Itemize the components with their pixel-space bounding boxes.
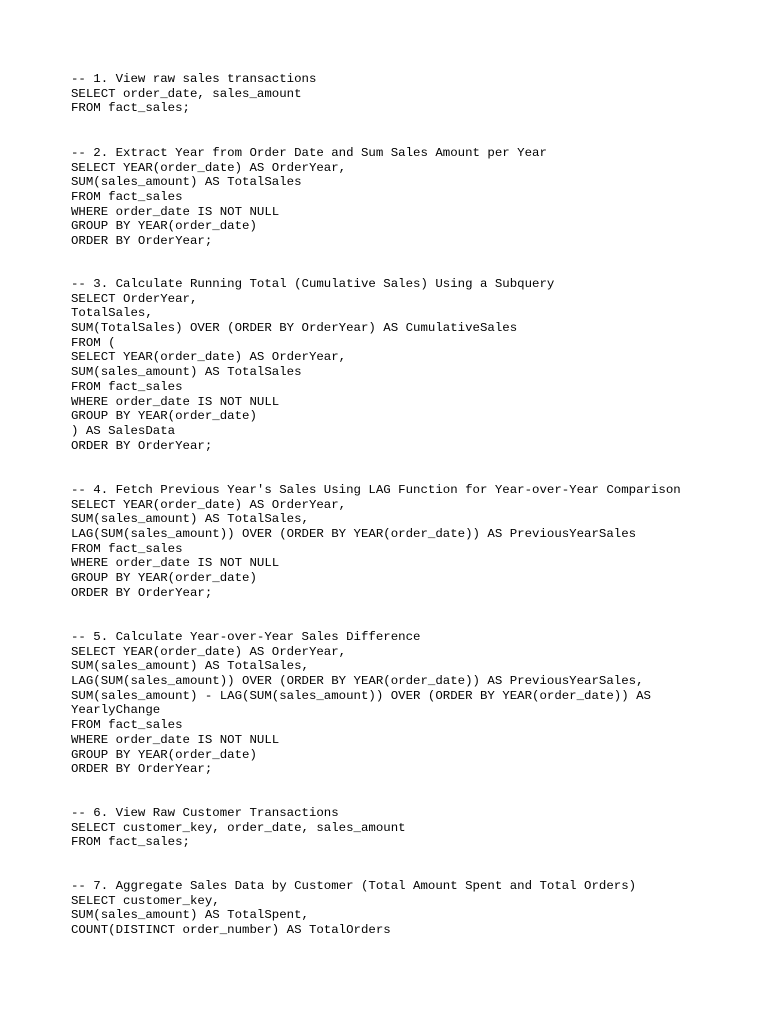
sql-line: FROM fact_sales; xyxy=(71,101,190,116)
sql-line: WHERE order_date IS NOT NULL xyxy=(71,204,280,219)
sql-line: ORDER BY OrderYear; xyxy=(71,762,213,777)
sql-block-1 xyxy=(71,72,316,116)
sql-line: GROUP BY YEAR(order_date) xyxy=(71,219,257,234)
sql-block-3 xyxy=(71,277,554,453)
sql-comment: -- 2. Extract Year from Order Date and Sum Sales Amount per Year xyxy=(71,146,547,160)
sql-line: SELECT YEAR(order_date) AS OrderYear, xyxy=(71,160,347,175)
sql-line: LAG(SUM(sales_amount)) OVER (ORDER BY YEAR(order_date)) AS PreviousYearSales, xyxy=(71,674,644,689)
sql-line: SUM(sales_amount) AS TotalSpent, xyxy=(71,908,309,923)
sql-comment: -- 7. Aggregate Sales Data by Customer (Total Amount Spent and Total Orders) xyxy=(71,879,637,893)
sql-line: GROUP BY YEAR(order_date) xyxy=(71,747,257,762)
sql-line: FROM ( xyxy=(71,335,116,350)
sql-line: SELECT YEAR(order_date) AS OrderYear, xyxy=(71,497,347,512)
sql-line: ORDER BY OrderYear; xyxy=(71,585,213,600)
sql-line: GROUP BY YEAR(order_date) xyxy=(71,409,257,424)
sql-line: SELECT customer_key, xyxy=(71,893,220,908)
sql-line: ORDER BY OrderYear; xyxy=(71,234,213,249)
sql-line: YearlyChange xyxy=(71,703,161,718)
sql-line: SELECT YEAR(order_date) AS OrderYear, xyxy=(71,644,347,659)
sql-comment: -- 3. Calculate Running Total (Cumulative Sales) Using a Subquery xyxy=(71,277,555,291)
sql-line: FROM fact_sales xyxy=(71,379,183,394)
sql-block-4 xyxy=(71,483,681,601)
sql-line: FROM fact_sales xyxy=(71,718,183,733)
sql-line: SELECT OrderYear, xyxy=(71,291,198,306)
sql-line: SUM(sales_amount) AS TotalSales, xyxy=(71,512,309,527)
sql-line: ORDER BY OrderYear; xyxy=(71,438,213,453)
sql-comment: -- 5. Calculate Year-over-Year Sales Difference xyxy=(71,630,421,644)
sql-line: WHERE order_date IS NOT NULL xyxy=(71,732,280,747)
sql-line: WHERE order_date IS NOT NULL xyxy=(71,556,280,571)
sql-line: SUM(sales_amount) AS TotalSales, xyxy=(71,659,309,674)
sql-comment: -- 6. View Raw Customer Transactions xyxy=(71,806,339,820)
sql-line: SUM(sales_amount) - LAG(SUM(sales_amount)) OVER (ORDER BY YEAR(order_date)) AS xyxy=(71,688,651,703)
sql-block-5 xyxy=(71,630,651,777)
sql-block-6 xyxy=(71,806,406,850)
sql-line: SELECT YEAR(order_date) AS OrderYear, xyxy=(71,350,347,365)
sql-line: SELECT order_date, sales_amount xyxy=(71,86,302,101)
sql-line: GROUP BY YEAR(order_date) xyxy=(71,571,257,586)
sql-line: SELECT customer_key, order_date, sales_amount xyxy=(71,820,406,835)
sql-line: FROM fact_sales xyxy=(71,541,183,556)
sql-comment: -- 4. Fetch Previous Year's Sales Using LAG Function for Year-over-Year Comparison xyxy=(71,483,681,497)
sql-line: LAG(SUM(sales_amount)) OVER (ORDER BY YEAR(order_date)) AS PreviousYearSales xyxy=(71,527,637,542)
sql-line: COUNT(DISTINCT order_number) AS TotalOrders xyxy=(71,923,391,938)
sql-line: TotalSales, xyxy=(71,306,153,321)
sql-line: FROM fact_sales xyxy=(71,190,183,205)
sql-line: FROM fact_sales; xyxy=(71,835,190,850)
sql-line: ) AS SalesData xyxy=(71,423,176,438)
sql-line: SUM(sales_amount) AS TotalSales xyxy=(71,365,302,380)
sql-comment: -- 1. View raw sales transactions xyxy=(71,72,317,86)
sql-line: SUM(TotalSales) OVER (ORDER BY OrderYear) AS CumulativeSales xyxy=(71,321,518,336)
sql-line: SUM(sales_amount) AS TotalSales xyxy=(71,175,302,190)
sql-block-7 xyxy=(71,879,636,938)
sql-line: WHERE order_date IS NOT NULL xyxy=(71,394,280,409)
sql-block-2 xyxy=(71,146,547,249)
